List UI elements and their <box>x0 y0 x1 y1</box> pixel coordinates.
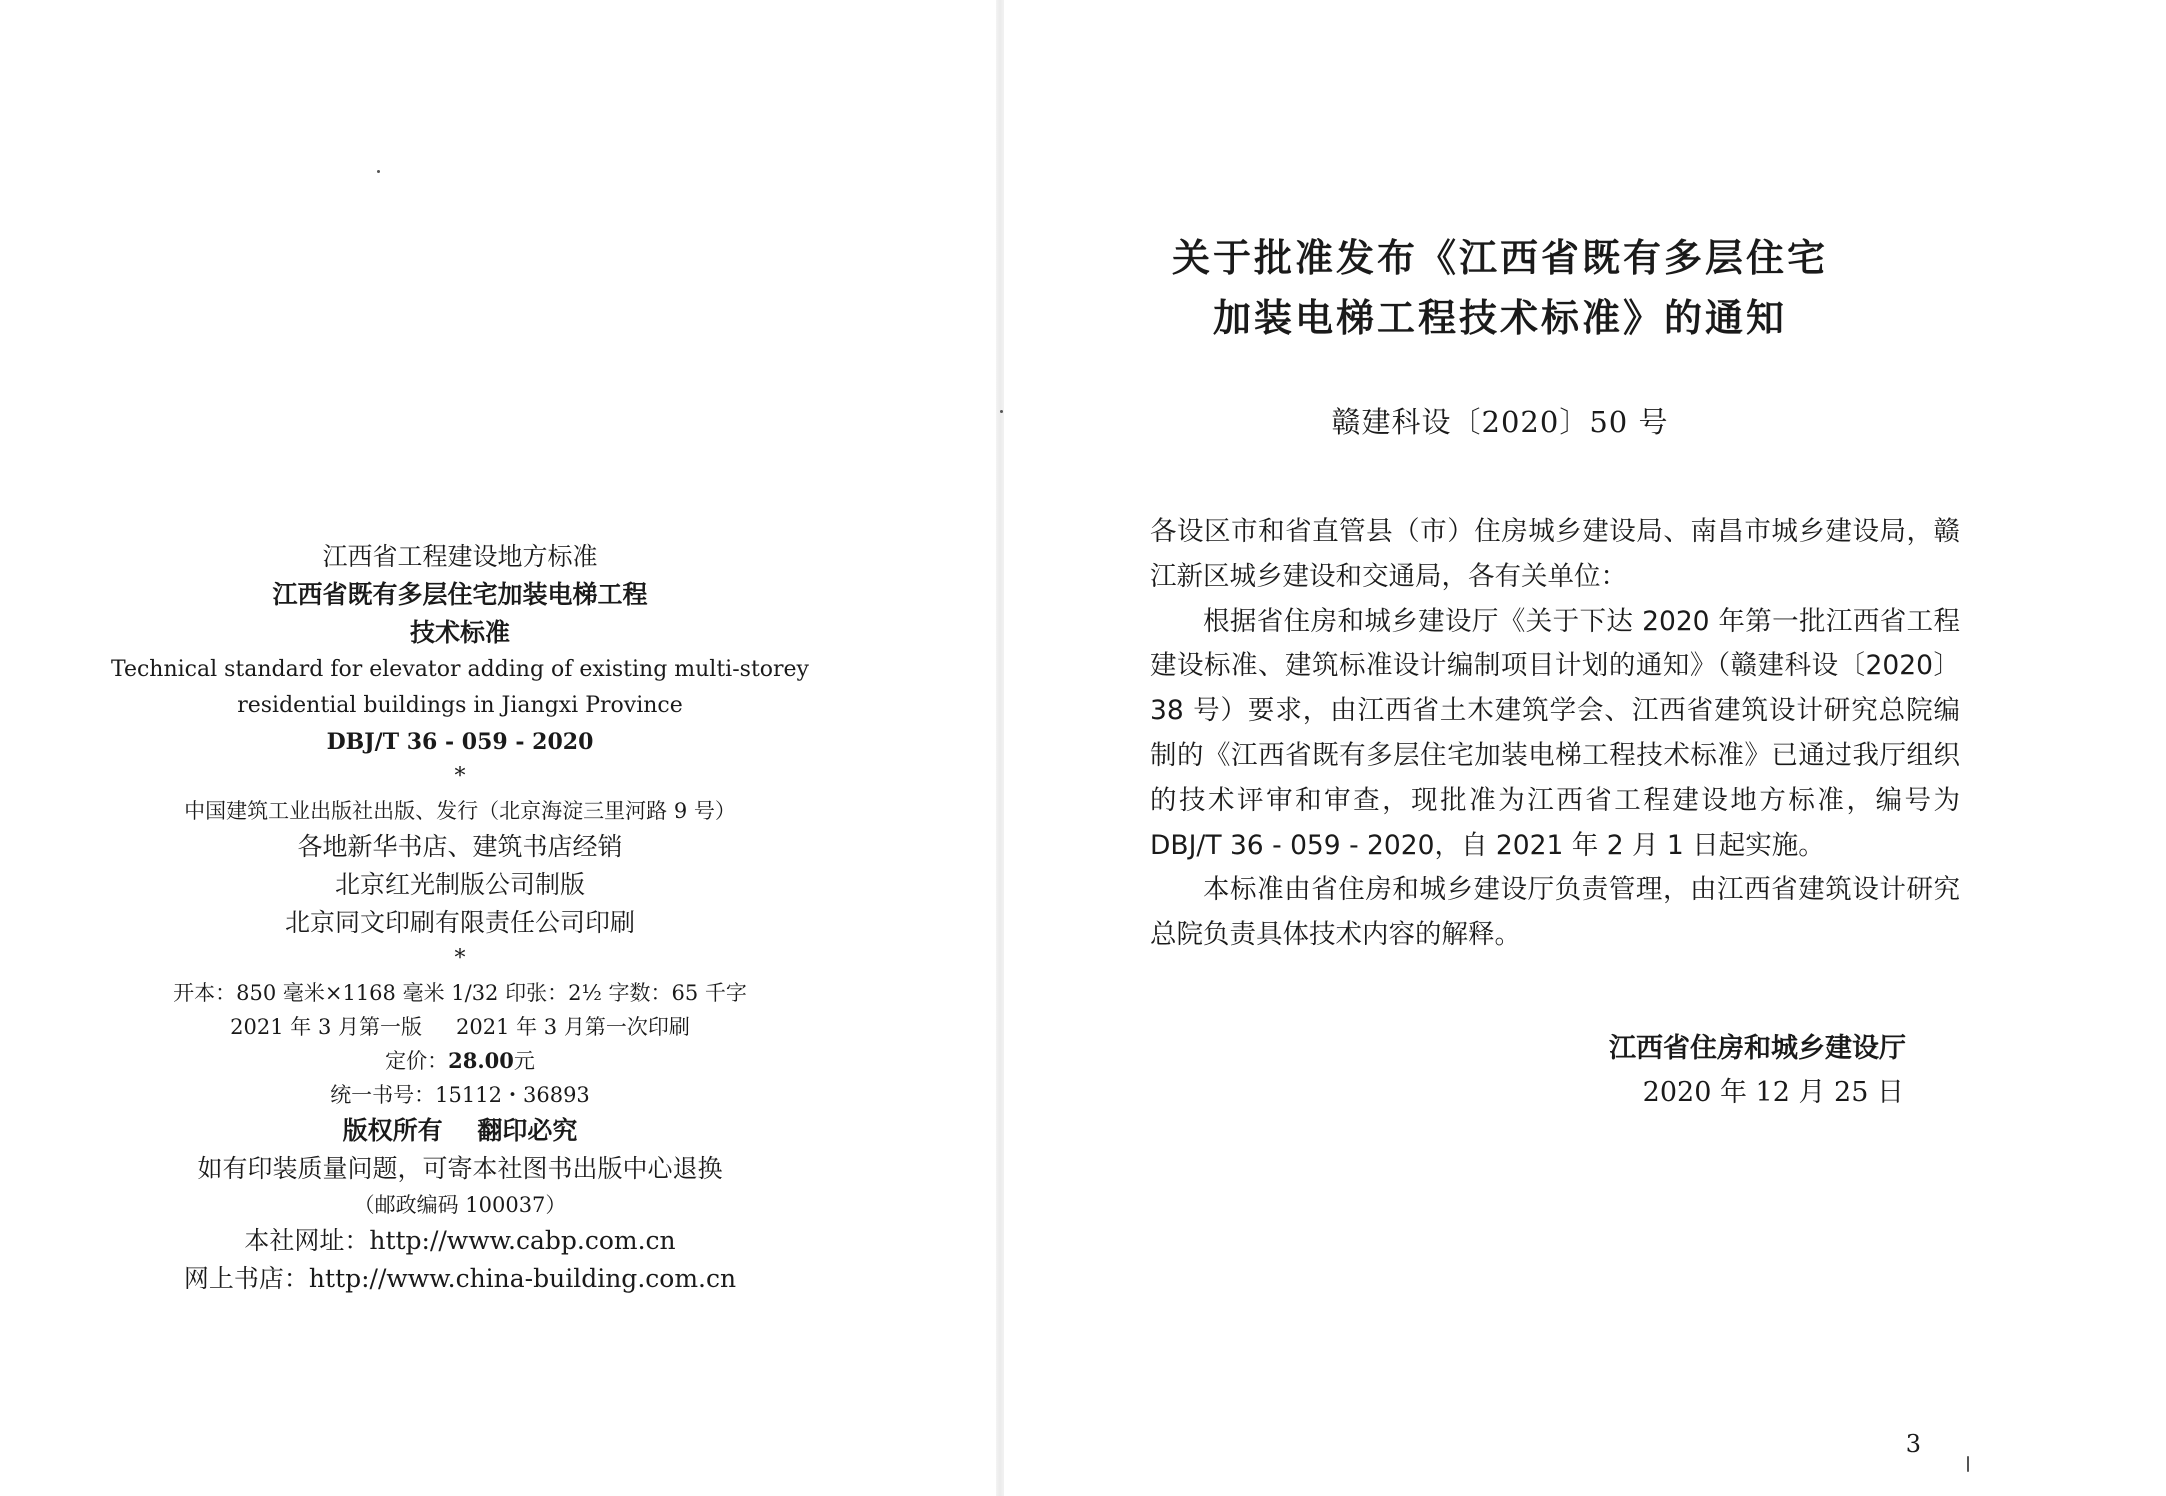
colophon <box>100 538 820 1298</box>
separator-star: * <box>454 946 466 971</box>
english-title-line2: residential buildings in Jiangxi Province <box>237 693 683 718</box>
separator-star: * <box>454 764 466 789</box>
edition-line <box>100 1010 820 1044</box>
price-label: 定价： <box>385 1049 449 1073</box>
scan-speck <box>1967 1456 1969 1472</box>
issue-date: 2020 年 12 月 25 日 <box>1642 1077 1904 1108</box>
body-paragraph-1: 根据省住房和城乡建设厅《关于下达 2020 年第一批江西省工程建设标准、建筑标准设计编制项目计划的通知》（赣建科设〔2020〕38 号）要求，由江西省土木建筑学会、江西省建筑设计研究总院编制的《江西省既有多层住宅加装电梯工程技术标准》已通过我厅组织的技术评审和审查，现批准为江西省工程建设地方标准，编号为 DBJ/T 36 - 059 - 2020，自 2021 年 2 月 1 日起实施。 <box>1150 605 1960 861</box>
notice-title-line2: 加装电梯工程技术标准》的通知 <box>1212 295 1787 340</box>
plate-maker-line: 北京红光制版公司制版 <box>334 870 585 899</box>
website-line: 本社网址：http://www.cabp.com.cn <box>244 1226 676 1255</box>
notice-title-line1: 关于批准发布《江西省既有多层住宅 <box>1171 235 1828 280</box>
printer-line: 北京同文印刷有限责任公司印刷 <box>284 908 635 937</box>
recipients: 各设区市和省直管县（市）住房城乡建设局、南昌市城乡建设局，赣江新区城乡建设和交通局，各有关单位： <box>1150 516 1960 592</box>
distributor-line: 各地新华书店、建筑书店经销 <box>297 832 623 861</box>
online-store-line: 网上书店：http://www.china-building.com.cn <box>183 1264 737 1293</box>
price-line <box>100 1044 820 1078</box>
standard-series: 江西省工程建设地方标准 <box>322 542 598 571</box>
standard-code: DBJ/T 36 - 059 - 2020 <box>326 729 594 755</box>
book-title-line2: 技术标准 <box>409 618 510 647</box>
left-page <box>0 0 1000 1496</box>
isbn-line: 统一书号：15112・36893 <box>330 1083 590 1107</box>
issuing-authority: 江西省住房和城乡建设厅 <box>1609 1033 1906 1064</box>
document-number: 赣建科设〔2020〕50 号 <box>1331 405 1669 439</box>
publisher-line: 中国建筑工业出版社出版、发行（北京海淀三里河路 9 号） <box>184 799 736 823</box>
notice-title <box>1000 228 2000 348</box>
scan-speck <box>377 170 380 173</box>
notice-body <box>1150 510 1960 958</box>
printing: 2021 年 3 月第一次印刷 <box>456 1015 690 1039</box>
english-title-line1: Technical standard for elevator adding of existing multi-storey <box>110 657 809 682</box>
return-note: 如有印装质量问题，可寄本社图书出版中心退换 <box>197 1154 723 1183</box>
body-paragraph-2: 本标准由省住房和城乡建设厅负责管理，由江西省建筑设计研究总院负责具体技术内容的解释。 <box>1150 874 1960 951</box>
copyright-line: 版权所有 翻印必究 <box>342 1116 578 1145</box>
page-number: 3 <box>1905 1430 1921 1458</box>
book-title-line1: 江西省既有多层住宅加装电梯工程 <box>272 580 648 609</box>
price-unit: 元 <box>513 1049 535 1073</box>
postal-code: （邮政编码 100037） <box>353 1193 567 1217</box>
format-specs: 开本：850 毫米×1168 毫米 1/32 印张：2½ 字数：65 千字 <box>173 981 747 1005</box>
price-value: 28.00 <box>448 1048 514 1073</box>
edition: 2021 年 3 月第一版 <box>230 1015 422 1039</box>
